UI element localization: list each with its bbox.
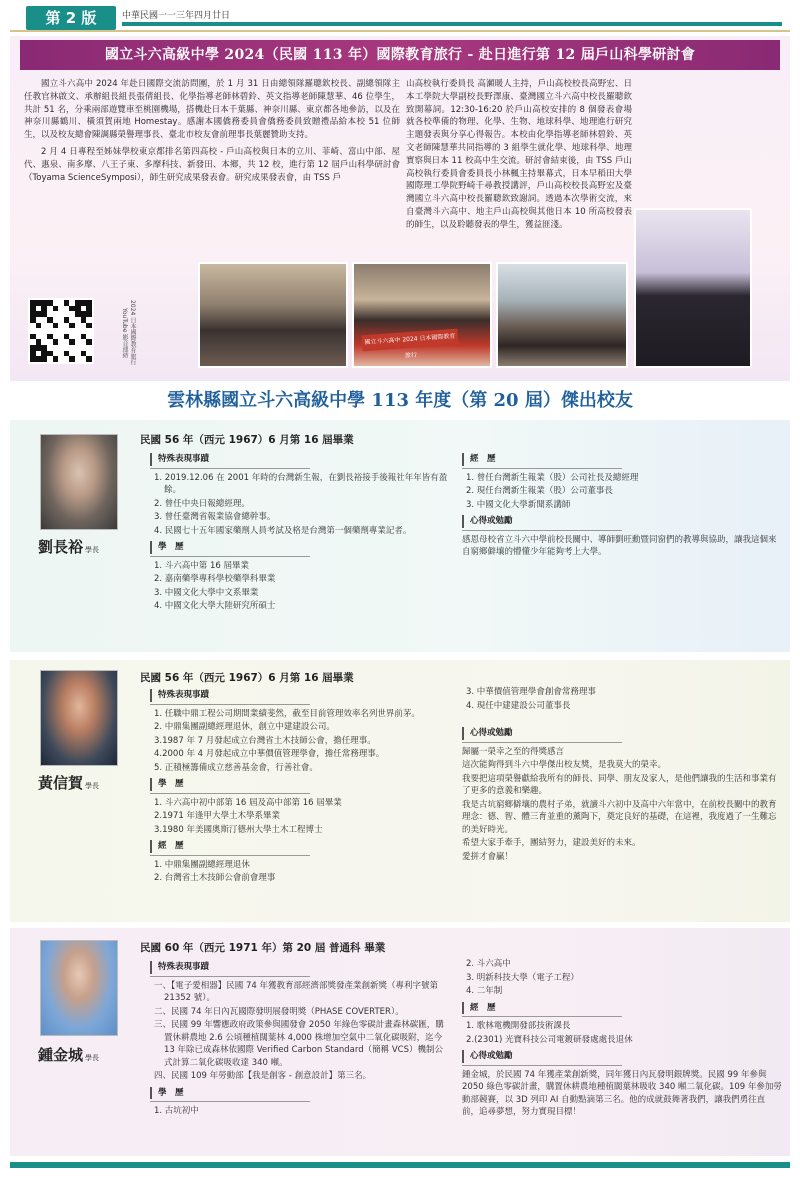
list-item: 1. 斗六高中初中部第 16 屆及高中部第 16 屆畢業 [154,797,342,808]
label-message: 心得或勉勵 [462,515,513,528]
alumnus-graduation-2: 民國 56 年（西元 1967）6 月第 16 屆畢業 [140,672,354,684]
list-item: 3. 曾任臺灣省報業協會總幹事。 [154,512,276,522]
list-item: 1. 歌林電機開發部技術課長 [466,1021,571,1031]
list-item: 1. 古坑初中 [154,1106,199,1116]
list-item: 2. 台灣省土木技師公會前會理事 [154,873,276,883]
alumnus-graduation-1: 民國 56 年（西元 1967）6 月第 16 屆畢業 [140,434,354,446]
group-banner: 國立斗六高中 2024 日本國際教育旅行 [362,329,459,352]
alumnus-name-3: 鍾金城 學長 [38,1046,100,1064]
label-achievements: 特殊表現事蹟 [150,453,209,466]
travel-section [10,36,790,381]
list-item: 3.1980 年美國奧斯汀德州大學土木工程博士 [154,824,323,835]
list-item: 1. 2019.12.06 在 2001 年時的台灣新生報，在劉長裕接手後報社年年皆有盈餘。 [154,472,448,495]
photo-group-banner [352,262,492,368]
list-item: 四、民國 109 年勞動部【我是創客 - 創意設計】第三名。 [154,1071,372,1081]
alumnus-block-3 [10,928,790,1156]
label-message: 心得或勉勵 [462,727,513,740]
alumnus-3-right-column [462,958,782,1120]
label-message: 心得或勉勵 [462,1050,513,1063]
travel-column-left [24,78,400,188]
list-item: 1. 任職中鼎工程公司期間業績斐然，截至目前管理效率名列世界前茅。 [154,708,420,719]
photo-group-meeting-room [198,262,348,368]
alumnus-portrait-2 [40,670,118,766]
list-item: 3. 中華價值管理學會創會常務理事 [466,687,596,697]
message-paragraph: 希望大家手牽手，團結努力，建設美好的未來。 [462,838,641,848]
message-paragraph: 我是古坑窮鄉僻壤的農村子弟，就讀斗六初中及高中六年當中，在前校長關中的教育理念：德、智、體三育並重的薰陶下，奠定良好的基礎，在這裡，我度過了一生難忘的美好時光。 [462,799,777,835]
label-education: 學 歷 [150,541,184,554]
alumnus-block-1 [10,420,790,652]
alumnus-portrait-3 [40,940,118,1036]
label-experience: 經 歷 [462,1002,496,1015]
list-item: 2.1971 年逢甲大學土木學系畢業 [154,811,280,821]
list-item: 2. 曾任中央日報總經理。 [154,498,250,509]
list-item: 1. 中鼎集團副總經理退休 [154,859,250,870]
alumnus-1-right-column [462,450,782,560]
list-item: 3. 中國文化大學新聞系講師 [466,499,571,510]
list-item: 4.2000 年 4 月發起成立中華價值管理學會，擔任常務理事。 [154,749,385,759]
alumni-section-title: 雲林縣國立斗六高級中學 113 年度（第 20 屆）傑出校友 [167,390,633,411]
label-experience: 經 歷 [462,453,496,466]
alumnus-2-left-column [150,686,450,886]
list-item: 2.(2301) 光寶科技公司電鍍研發處處長退休 [466,1034,633,1045]
list-item: 2. 現任台灣新生報業（股）公司董事長 [466,486,613,496]
list-item: 3. 中國文化大學中文系畢業 [154,587,259,598]
list-item: 2. 中鼎集團副總經理退休，創立中建建設公司。 [154,722,335,732]
list-item: 二、民國 74 年日內瓦國際發明展發明獎（PHASE COVERTER）。 [154,1006,404,1017]
label-education: 學 歷 [150,1087,184,1100]
header-gold-rule [10,30,790,32]
list-item: 一、【電子愛相器】民國 74 年獲教育部經濟部獎發產業創新獎（專利字號第 21352 號）。 [154,980,438,1003]
alumnus-block-2 [10,660,790,922]
message-paragraph: 我要把這項榮譽獻給我所有的師長、同學、朋友及家人，是他們讓我的生活和事業有了更多的意義和樂趣。 [462,773,777,796]
youtube-qr-code[interactable] [28,298,94,364]
label-achievements: 特殊表現事蹟 [150,689,209,702]
message-paragraph: 這次能夠得到斗六中學傑出校友獎，是我莫大的榮幸。 [462,760,667,770]
label-experience: 經 歷 [150,840,184,853]
footer-rule [10,1162,790,1168]
qr-caption: 2024 日本國際教育旅行 YouTube 影音連結 [121,300,136,366]
list-item: 5. 正積極籌備成立慈善基金會，行善社會。 [154,762,318,773]
travel-paragraph-2: 2 月 4 日專程至姊妹學校東京都排名第四高校 - 戶山高校與日本的立川、菲崎、富山中部、屋代、惠泉、南多摩、八王子東、多摩科技、新發田、本鄉，共 12 校，進行第 12 屆戶山科學研討會（Toyama ScienceSymposi），師生研究成果發表會。研究成果發表會，由 TSS 戶 [24,146,400,183]
list-item: 三、民國 99 年響應政府政策參與國發會 2050 年綠色零碳計畫森林碳匯，購置休耕農地 2.6 公頃種植闊葉林 4,000 株增加空氣中二氧化碳吸附，迄今 13 年除已成森林依國際 Verified Carbon Standard（簡稱 VCS）機制公式計算二氧化碳吸收達 340 噸。 [154,1020,444,1068]
alumnus-portrait-1 [40,434,118,530]
alumnus-1-left-column [150,450,450,614]
travel-paragraph-1: 國立斗六高中 2024 年赴日國際交流訪問團，於 1 月 31 日由總領隊羅聰欽校長、副總領隊主任教官林啟文、承辦組長組長張倩組長、化學指導老師林碧鈴、英文指導老師陳慧華、46 位學生，共計 51 名，分乘兩部遊覽車至桃園機場，搭機赴日本千葉縣、神奈川縣、東京都各地參訪，以及在神奈川縣鶴川、橫須賀兩地 Homestay。感謝本國僑務委員會僑務委員致贈禮品給本校 51 位師生，以及校友總會陳調縣榮譽理事長、臺北市校友會前理事長葉麗贊助支持。 [24,79,400,141]
list-item: 2. 嘉南藥學專科學校藥學科畢業 [154,574,276,584]
alumnus-3-left-column [150,958,450,1119]
label-education: 學 歷 [150,778,184,791]
edition-badge: 第 2 版 [26,6,116,30]
list-item: 3.1987 年 7 月發起成立台灣省土木技師公會，擔任理事。 [154,735,376,746]
list-item: 4. 二年制 [466,986,503,996]
alumnus-graduation-3: 民國 60 年（西元 1971 年）第 20 屆 普通科 畢業 [140,942,386,954]
list-item: 1. 斗六高中第 16 屆畢業 [154,560,250,571]
photo-group-outdoor [496,262,628,368]
message-paragraph: 感恩母校省立斗六中學前校長關中、導師劉旺勳暨同窗們的教導與協助，讓我這個來自窮鄉僻壤的懵懂少年能夠考上大學。 [462,534,777,557]
list-item: 4. 現任中建建設公司董事長 [466,700,571,711]
travel-title: 國立斗六高級中學 2024（民國 113 年）國際教育旅行 - 赴日進行第 12 屆戶山科學研討會 [20,40,780,70]
travel-paragraph-3: 山高校執行委員長 高瀬暖人主持，戶山高校校長高野宏、日本工學院大學副校長野澤康、臺灣國立斗六高中校長羅聰欽致開幕詞。12:30-16:20 於戶山高校安排的 8 個發表會場就各校準備的物理、化學、生物、地球科學、地理進行研究主題發表與分享心得報告。本校由化學指導老師林碧鈴、英文老師陳慧華共同指導的 3 組學生就化學、地球科學、地理實察與日本 11 校高中生交流。研討會結束後，由 TSS 戶山高校執行委員會委員長小林楓主持畢幕式，日本早稻田大學國際理工學院野崎千尋教授講評，戶山高校校長高野宏及臺灣國立斗六高中校長羅聰欽致謝詞。透過本次學術交流，來自臺灣斗六高中、地主戶山高校與其他日本 10 所高校發表的師生，以及聆聽發表的學生，獲益匪淺。 [406,79,632,230]
header-rule [122,22,782,26]
list-item: 2. 斗六高中 [466,959,511,969]
photo-principals-exchange [634,208,752,368]
message-paragraph: 鍾金城，於民國 74 年獲產業創新獎，同年獲日內瓦發明銀牌獎。民國 99 年參與 2050 綠色零碳計畫，購置休耕農地種植闊葉林吸收 340 噸二氧化碳。109 年參加勞動部競賽，以 3D 列印 AI 自動點滴第三名。他的成就鼓舞著我們，讓我們勇往直前，追尋夢想，努力實現目標！ [462,1069,782,1117]
alumnus-name-2: 黃信賀 學長 [38,774,100,792]
label-achievements: 特殊表現事蹟 [150,961,209,974]
alumnus-name-1: 劉長裕 學長 [38,538,100,556]
list-item: 4. 中國文化大學大陸研究所碩士 [154,601,276,611]
list-item: 1. 曾任台灣新生報業（股）公司社長及總經理 [466,472,639,483]
message-paragraph: 愛拼才會贏！ [462,851,514,862]
message-paragraph: 歸屬一榮幸之至的得獎感言 [462,746,565,757]
issue-date: 中華民國一一三年四月廿日 [122,11,231,21]
list-item: 3. 明新科技大學（電子工程） [466,972,579,983]
travel-column-right [406,78,632,236]
alumnus-2-right-column [462,686,782,864]
list-item: 4. 民國七十五年國家藥劑人員考試及格是台灣第一個藥劑專業記者。 [154,525,412,536]
